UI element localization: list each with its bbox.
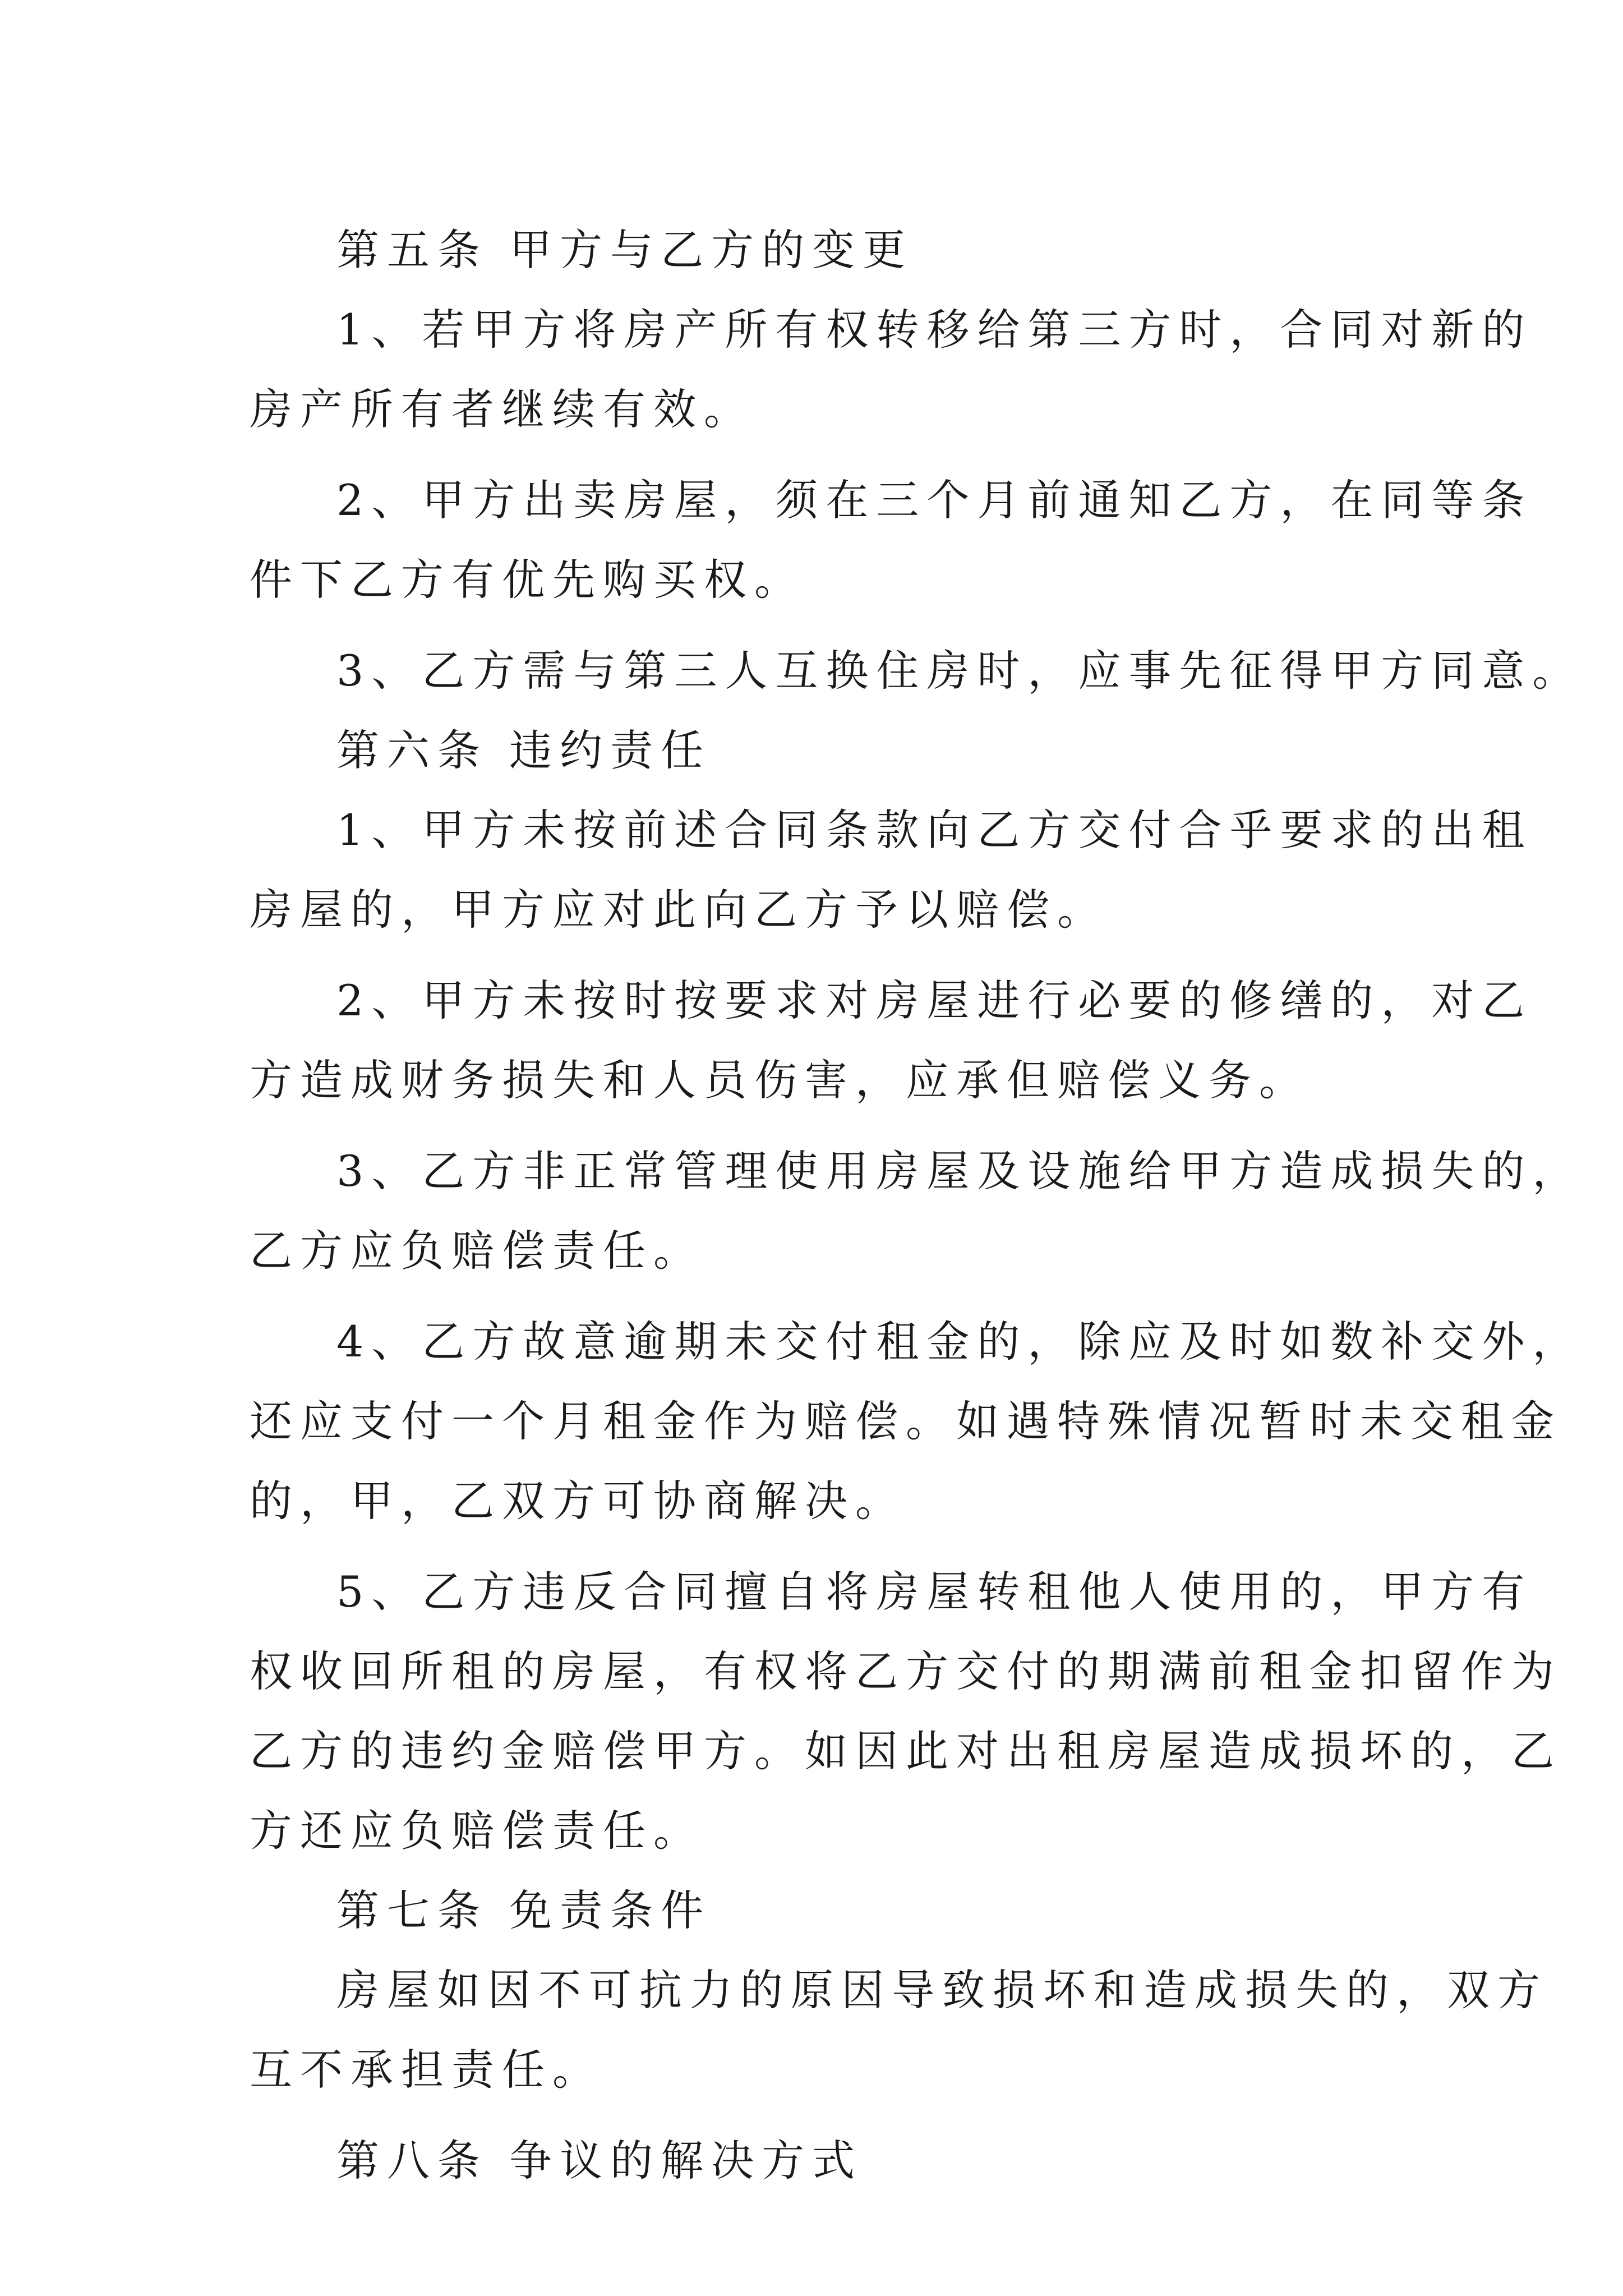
section-heading-8 — [250, 2121, 1385, 2201]
paragraph-line: 件下乙方有优先购买权。 — [250, 555, 805, 605]
paragraph-6-2 — [250, 961, 1533, 1120]
section-heading-6 — [250, 711, 1385, 790]
paragraph-line: 房屋的，甲方应对此向乙方予以赔偿。 — [250, 885, 1108, 935]
paragraph-line: 方造成财务损失和人员伤害，应承但赔偿义务。 — [250, 1055, 1310, 1105]
paragraph-line: 房屋如因不可抗力的原因导致损坏和造成损失的，双方 — [336, 1965, 1548, 2015]
heading-text: 第七条 免责条件 — [336, 1885, 712, 1935]
paragraph-line: 5、乙方违反合同擅自将房屋转租他人使用的，甲方有 — [336, 1567, 1533, 1617]
paragraph-6-4 — [250, 1302, 1583, 1541]
paragraph-line: 的，甲，乙双方可协商解决。 — [250, 1476, 906, 1526]
paragraph-line: 权收回所租的房屋，有权将乙方交付的期满前租金扣留作为 — [250, 1646, 1562, 1696]
paragraph-5-2 — [250, 461, 1533, 620]
heading-text: 第五条 甲方与乙方的变更 — [336, 225, 914, 275]
paragraph-line: 4、乙方故意逾期未交付租金的，除应及时如数补交外， — [336, 1317, 1583, 1366]
heading-text: 第八条 争议的解决方式 — [336, 2136, 863, 2185]
paragraph-line: 乙方应负赔偿责任。 — [250, 1226, 704, 1276]
paragraph-5-1 — [250, 290, 1533, 449]
section-heading-5 — [250, 210, 1385, 290]
paragraph-line: 还应支付一个月租金作为赔偿。如遇特殊情况暂时未交租金 — [250, 1396, 1562, 1446]
section-heading-7 — [250, 1871, 1385, 1950]
paragraph-6-5 — [250, 1552, 1562, 1871]
paragraph-line: 3、乙方非正常管理使用房屋及设施给甲方造成损失的， — [336, 1146, 1583, 1196]
paragraph-5-3 — [250, 631, 1583, 711]
paragraph-6-1 — [250, 790, 1533, 950]
paragraph-line: 2、甲方出卖房屋，须在三个月前通知乙方，在同等条 — [336, 475, 1533, 525]
paragraph-line: 1、若甲方将房产所有权转移给第三方时，合同对新的 — [336, 305, 1533, 355]
paragraph-7-1 — [250, 1950, 1548, 2110]
paragraph-line: 房产所有者继续有效。 — [250, 384, 754, 434]
paragraph-line: 2、甲方未按时按要求对房屋进行必要的修缮的，对乙 — [336, 976, 1533, 1025]
paragraph-line: 1、甲方未按前述合同条款向乙方交付合乎要求的出租 — [336, 805, 1533, 855]
paragraph-line: 3、乙方需与第三人互换住房时，应事先征得甲方同意。 — [336, 646, 1583, 696]
paragraph-line: 乙方的违约金赔偿甲方。如因此对出租房屋造成损坏的，乙 — [250, 1726, 1562, 1776]
heading-text: 第六条 违约责任 — [336, 725, 712, 775]
paragraph-6-3 — [250, 1131, 1583, 1291]
paragraph-line: 互不承担责任。 — [250, 2045, 603, 2095]
paragraph-line: 方还应负赔偿责任。 — [250, 1806, 704, 1856]
document-body — [250, 210, 1583, 2201]
